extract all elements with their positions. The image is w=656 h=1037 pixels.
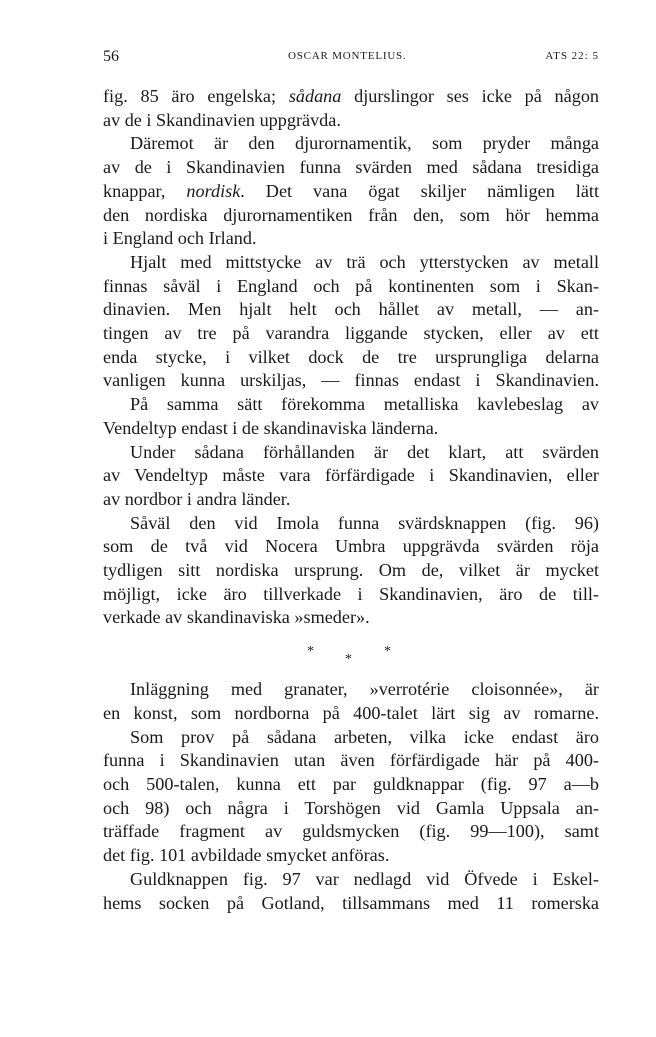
text-line: tydligen sitt nordiska ursprung. Om de, vilket är mycket	[103, 560, 599, 581]
text-line: möjligt, icke äro tillverkade i Skandinavien, äro de till-	[103, 583, 599, 604]
separator-star: *	[384, 644, 391, 660]
section-separator	[103, 630, 599, 678]
text-line: tingen av tre på varandra liggande stycken, eller av ett	[103, 323, 599, 344]
italic-word: sådana	[288, 86, 342, 106]
text-line: i England och Irland.	[103, 228, 257, 249]
text-line: fig. 85 äro engelska; sådana djurslingor ses icke på någon	[103, 86, 600, 106]
text-line: och 500-talen, kunna ett par guldknappar (fig. 97 a—b	[103, 773, 599, 794]
text-line: verkade av skandinaviska »smeder».	[103, 607, 370, 628]
text-line: Hjalt med mittstycke av trä och ytterstycken av metall	[130, 251, 599, 272]
text-line: vanligen kunna urskiljas, — finnas endast i Skandinavien.	[103, 370, 599, 391]
text-line: av de i Skandinavien uppgrävda.	[103, 109, 341, 130]
text-line: och 98) och några i Torshögen vid Gamla Uppsala an-	[103, 797, 599, 818]
text-line: dinavien. Men hjalt helt och hållet av metall, — an-	[103, 299, 599, 320]
text-line: Som prov på sådana arbeten, vilka icke endast äro	[130, 726, 599, 747]
text-line: enda stycke, i vilket dock de tre ursprungliga delarna	[103, 346, 599, 367]
text-line: som de två vid Nocera Umbra uppgrävda svärden röja	[103, 536, 599, 557]
text-line: Vendeltyp endast i de skandinaviska länderna.	[103, 417, 439, 438]
text-line: av nordbor i andra länder.	[103, 488, 291, 509]
text-line: en konst, som nordborna på 400-talet lärt sig av romarne.	[103, 702, 599, 723]
text-line: På samma sätt förekomma metalliska kavlebeslag av	[130, 394, 599, 415]
body-text	[103, 85, 599, 915]
text-line: Guldknappen fig. 97 var nedlagd vid Öfvede i Eskel-	[130, 868, 599, 889]
text-line: knappar, nordisk. Det vana ögat skiljer nämligen lätt	[103, 180, 599, 201]
page-number: 56	[103, 48, 119, 65]
separator-star: *	[345, 652, 352, 668]
printer-signature: ATS 22: 5	[545, 50, 599, 62]
text-line: av de i Skandinavien funna svärden med sådana tresidiga	[103, 157, 599, 178]
text-line: funna i Skandinavien utan även förfärdigade här på 400-	[103, 750, 599, 771]
book-page	[103, 48, 599, 915]
text-line: Under sådana förhållanden är det klart, att svärden	[130, 441, 599, 462]
text-line: det fig. 101 avbildade smycket anföras.	[103, 845, 390, 866]
text-line: den nordiska djurornamentiken från den, som hör hemma	[103, 204, 599, 225]
running-head	[103, 48, 599, 70]
separator-star: *	[307, 644, 314, 660]
text-line: Såväl den vid Imola funna svärdsknappen (fig. 96)	[130, 512, 599, 533]
text-line: träffade fragment av guldsmycken (fig. 99—100), samt	[103, 821, 599, 842]
text-line: av Vendeltyp måste vara förfärdigade i Skandinavien, eller	[103, 465, 599, 486]
text-line: hems socken på Gotland, tillsammans med 11 romerska	[103, 892, 599, 913]
running-title: OSCAR MONTELIUS.	[288, 50, 407, 62]
text-line: Inläggning med granater, »verrotérie cloisonnée», är	[130, 679, 599, 700]
text-line: finnas såväl i England och på kontinenten som i Skan-	[103, 275, 599, 296]
italic-word: nordisk	[186, 180, 241, 201]
text-line: Däremot är den djurornamentik, som pryder många	[130, 133, 599, 154]
